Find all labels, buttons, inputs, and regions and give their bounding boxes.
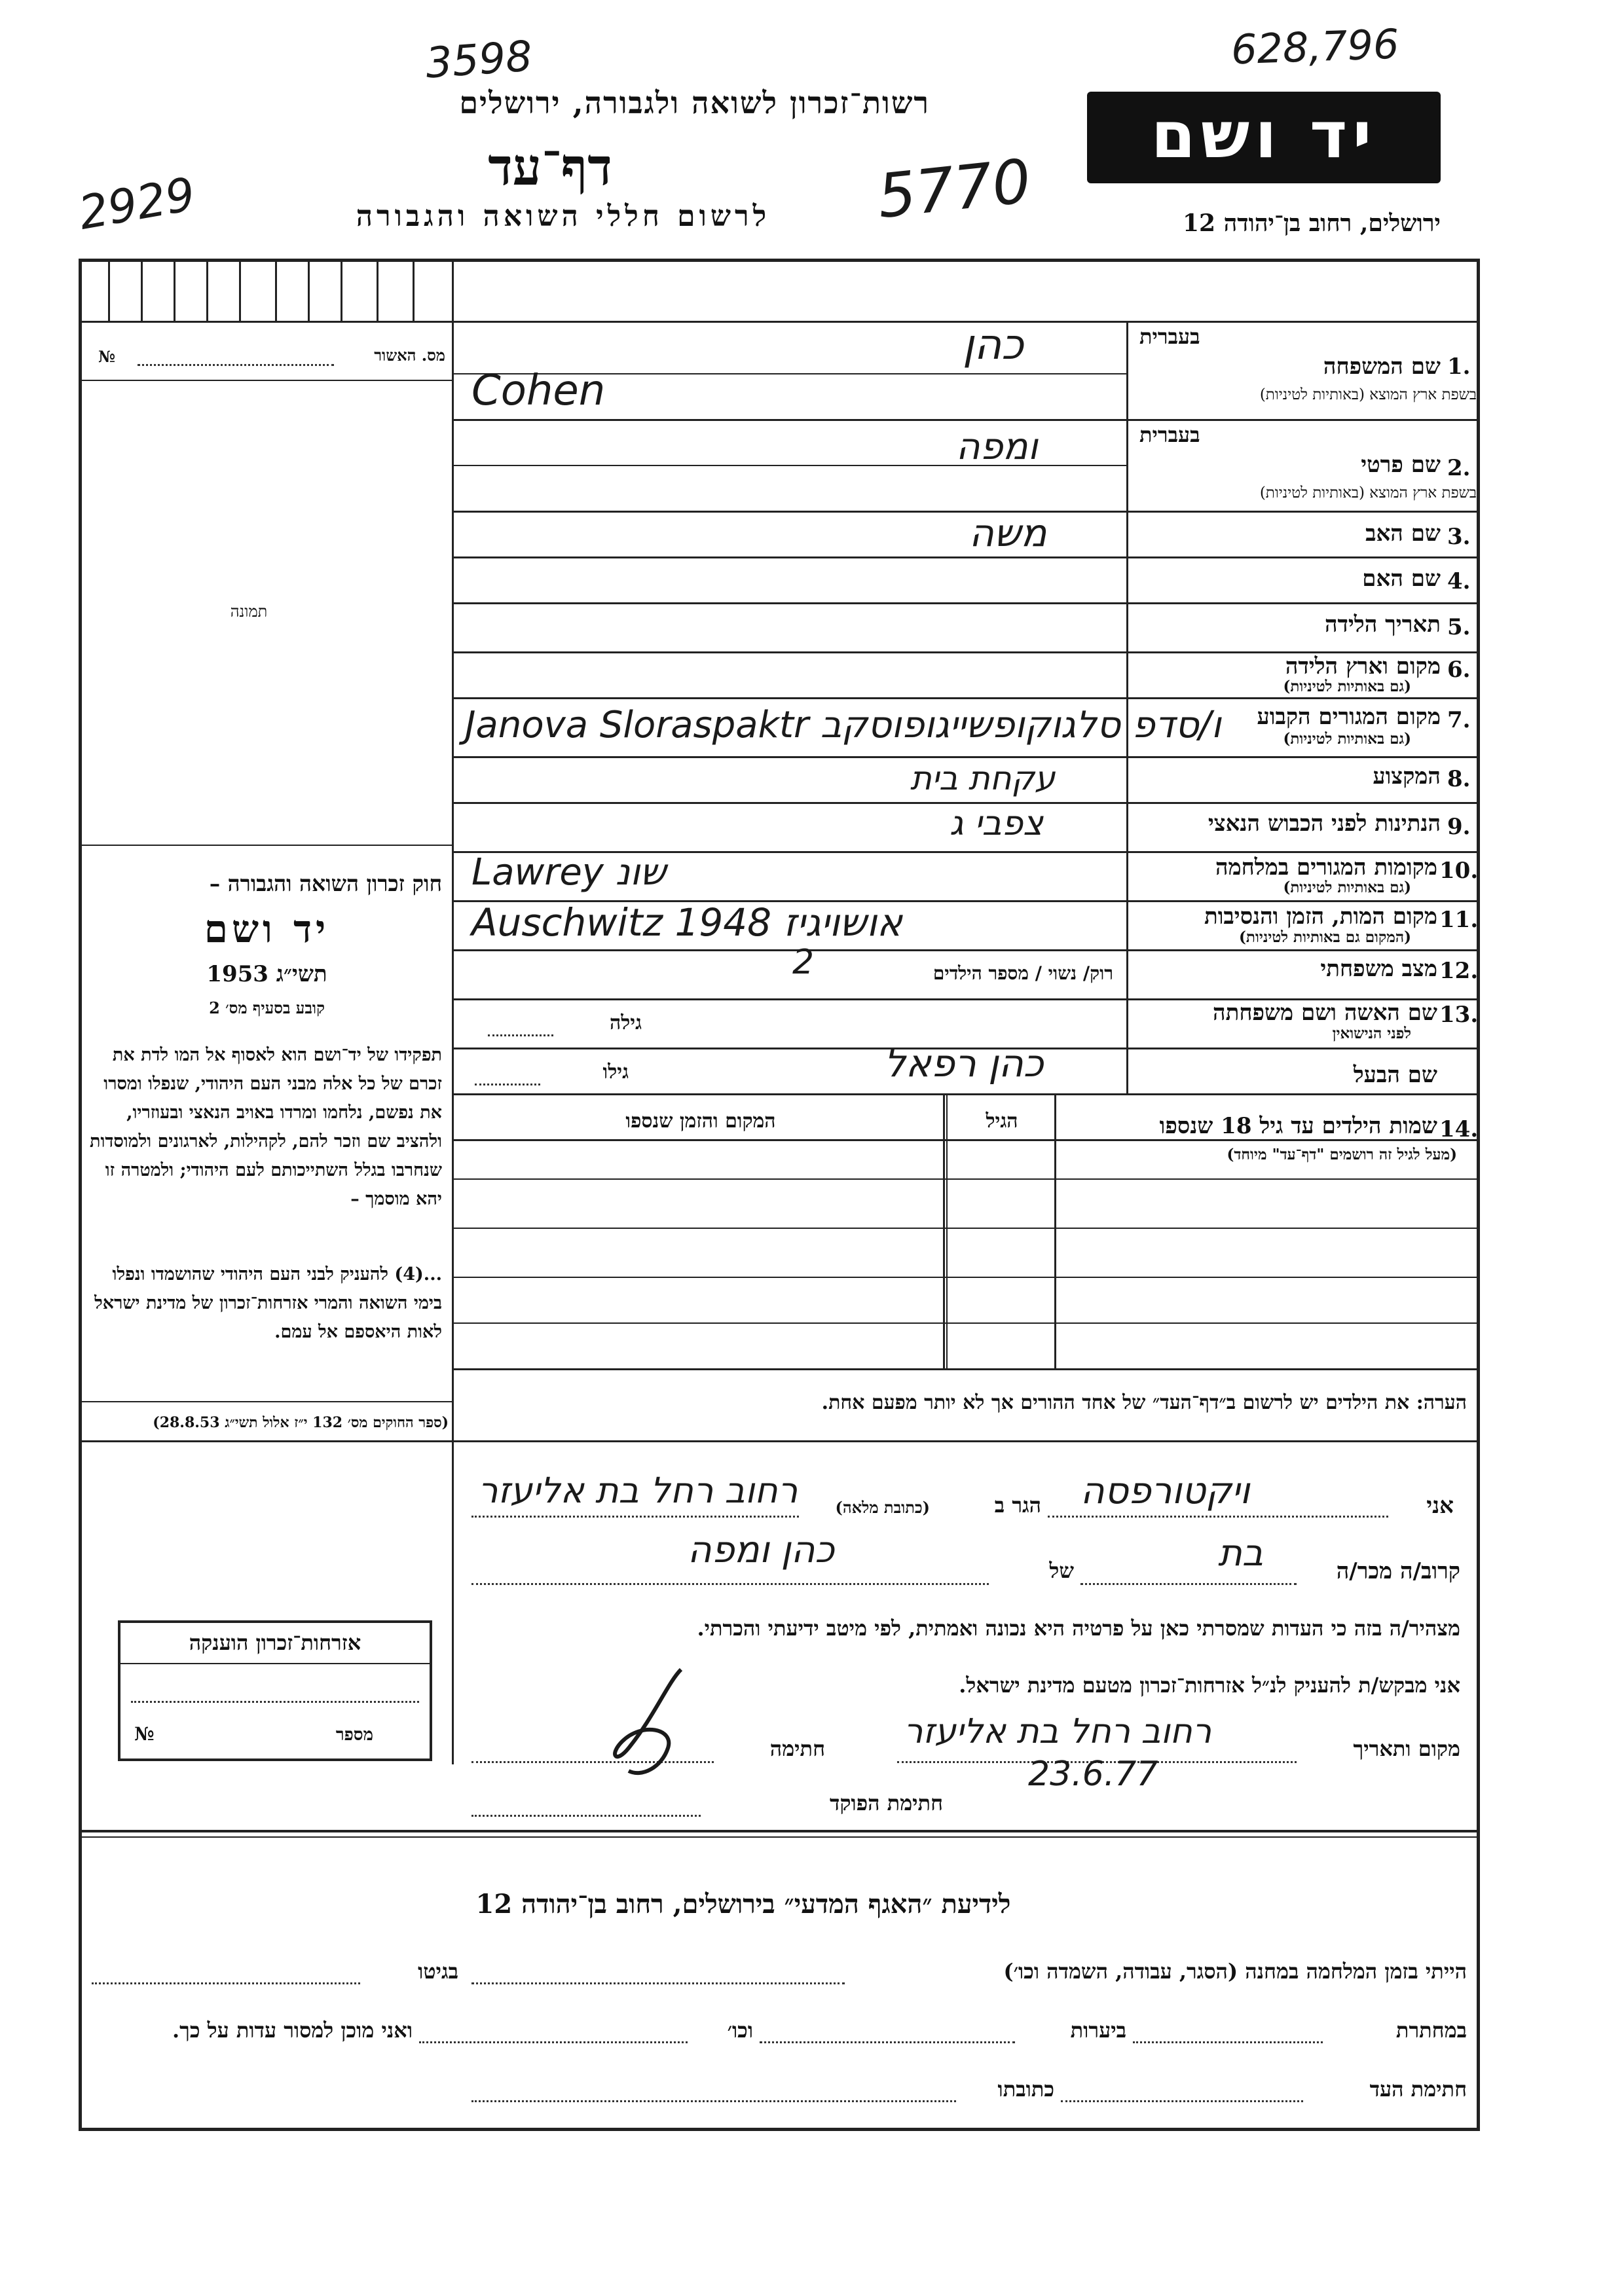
box-divider [174,259,175,321]
law-reference: (ספר החוקים מס׳ 132 י״ז אלול תשי״ג 28.8.53) [153,1414,449,1431]
info-line3-witness-dots [1061,2100,1303,2102]
row-line [452,1139,1480,1141]
field-10-value: Lawrey שונ [471,851,667,894]
field-12-children-count: 2 [792,943,815,982]
field-2-sub: בשפת ארץ המוצא (באותיות לטיניות) [1259,484,1477,501]
field-6-sub: (גם באותיות לטיניות) [1283,678,1411,695]
field-9-value: צפבי ג [950,804,1043,843]
row-line [452,697,1480,699]
field-2-tag: בעברית [1139,422,1200,447]
field-5-label: תאריך הלידה [1324,611,1441,638]
field-13-sub: לפני הנישואין [1332,1025,1411,1042]
officer-signature-label: חתימת הפוקד [830,1791,943,1815]
approval-no: № [98,347,116,366]
citizenship-no-label: מספר [335,1725,373,1745]
logo-text: יד ושם [1151,98,1377,173]
note-text: הערה: את הילדים יש לרשום ב״דף־העד״ של אחד ההורים אך לא יותר מפעם אחת. [821,1391,1467,1414]
husband-value: כהן רפאל [884,1041,1044,1085]
top-boxes-bottom-line [79,321,1480,323]
row-line [452,602,1480,604]
field-1-sub: בשפת ארץ המוצא (באותיות לטיניות) [1259,386,1477,403]
declaration-address-line [471,1516,799,1518]
date-value: 23.6.77 [1028,1755,1158,1794]
citizenship-no: № [134,1723,155,1745]
field-7-value: Janova Sloraspaktr ו/סדפ סלגוקופשייגופוסקב [465,704,1221,746]
declaration-relative-label: קרוב/ה מכר/ה [1336,1558,1460,1584]
children-row-line [452,1228,1480,1229]
row-line [452,949,1480,951]
field-8-number: 8. [1447,766,1471,792]
authority-name: רשות־זכרון לשואה ולגבורה, ירושלים [459,85,930,120]
box-divider [308,259,310,321]
field-3-number: 3. [1447,524,1471,550]
law-text-2: ...(4) להעניק לבני העם היהודי שהושמדו ונפלו בימי השואה והמרי אזרחות־זכרון של מדינת ישראל לאות היאספם אל עמם. [94,1264,442,1342]
info-line2-underground-dots [1133,2041,1323,2043]
field-1-value-hebrew: כהן [963,321,1024,369]
declaration-name-value: ויקטורפסה [1080,1470,1250,1512]
field-11-sub: (המקום גם באותיות לטיניות) [1239,928,1411,946]
declaration-address-label: הגר ב [994,1493,1041,1518]
handwritten-top-right-number: 628,796 [1230,20,1400,74]
declaration-relative-line [1080,1583,1297,1585]
children-col-place: המקום והזמן שנספו [625,1110,776,1133]
row-line [452,419,1480,421]
approval-line [138,364,334,366]
law-title: חוק זכרון השואה והגבורה – [209,871,442,896]
children-table-bottom [452,1368,1480,1370]
field-11-number: 11. [1439,907,1479,933]
field-5-number: 5. [1447,614,1471,640]
wife-age-line [488,1034,553,1036]
declaration-statement: מצהיר/ה בזה כי העדות שמסרתי כאן על פרטיה היא נכונה ואמתית, לפי מיטב ידיעתי והכרתי. [697,1616,1460,1641]
wife-age-label: גילה [609,1011,642,1034]
children-col-age: הגיל [986,1110,1018,1133]
photo-box-top [79,380,452,381]
side-panel-divider [452,259,454,1764]
field-11-label: מקום המות, הזמן והנסיבות [1204,903,1437,930]
declaration-request: אני מבקש/ת להעניק לנ״ל אזרחות־זכרון מטעם מדינת ישראל. [959,1673,1460,1698]
field-4-label: שם האם [1362,566,1441,592]
handwritten-center-mark: 5770 [874,146,1035,232]
info-line2-forests: ביערות [1070,2018,1126,2043]
husband-age-line [475,1084,540,1085]
law-year: תשי״ג 1953 [206,961,327,987]
officer-signature-line [471,1815,701,1817]
law-text-1: תפקידו של יד־ושם הוא לאסוף אל המו לדת את זכרם של כל אלה מבני העם היהודי, שנפלו ומסרו את נפשם, נלחמו ומרדו באויב הנאצי ובעוזריו, ולהציב שם וזכר להם, לקהילות, לארגונים ולמוסדות שנחרבו בגלל השתייכותם לעם היהודי; ולמטרה זו יהא מוסמך – [90,1045,442,1209]
field-1-value-latin: Cohen [471,367,606,415]
place-date-value: רחוב רחל בת אליעזר [904,1712,1212,1751]
info-line2-forests-dots [760,2041,1015,2043]
field-6-label: מקום וארץ הלידה [1285,653,1441,680]
photo-box-bottom [79,845,452,846]
form-title: דף־עד [488,137,612,197]
field-7-number: 7. [1447,707,1471,733]
header-address: ירושלים, רחוב בן־יהודה 12 [1182,210,1441,237]
declaration-name-line [1048,1516,1388,1518]
form-subtitle: לרשום חללי השואה והגבורה [356,200,771,233]
children-col-divider [1054,1093,1056,1368]
field-13-number: 13. [1439,1002,1479,1028]
declaration-of-value: כהן ומפה [688,1529,835,1571]
field-1-label: שם המשפחה [1323,354,1441,380]
children-col-divider [946,1093,948,1368]
info-line2-etc: וכו׳ [727,2018,753,2043]
field-7-sub: (גם באותיות לטיניות) [1283,730,1411,748]
husband-age-label: גילו [602,1061,629,1084]
children-sub: (מעל לגיל זה רושמים "דף־עד" מיוחד) [1227,1146,1457,1163]
field-9-number: 9. [1447,814,1471,840]
place-date-label: מקום ותאריך [1353,1736,1460,1761]
law-clause: קובע בסעיף מס׳ 2 [209,998,325,1017]
info-line1-ghetto: בגיטו [418,1959,458,1984]
field-7-label: מקום המגורים הקבוע [1257,704,1441,730]
citizenship-box-divider [118,1663,432,1664]
children-row-line [452,1277,1480,1278]
info-line3-witness: חתימת העד [1369,2077,1467,2102]
field-2-label: שם פרטי [1361,452,1441,478]
box-divider [377,259,378,321]
field-3-value: משה [969,511,1047,555]
field-10-sub: (גם באותיות לטיניות) [1283,879,1411,896]
law-ref-line [79,1401,452,1402]
row-line [452,556,1480,558]
field-1-number: 1. [1447,354,1471,380]
approval-label: מס. האשור [374,346,445,365]
photo-label: תמונה [230,602,268,621]
info-section-top-2 [79,1836,1480,1838]
row-line [452,756,1480,758]
note-row-bottom [79,1440,1480,1442]
field-8-value: עקחת בית [910,759,1056,797]
children-row-line [452,1178,1480,1180]
handwritten-left-number: 2929 [75,167,199,240]
field-8-label: המקצוע [1373,763,1441,790]
children-label: שמות הילדים עד גיל 18 שנספו [1159,1113,1437,1139]
info-line3-address: כתובתו [997,2077,1054,2102]
info-line2-ready: ואני מוכן למסור עדות על כך. [172,2018,413,2043]
citizenship-box-line [131,1701,419,1703]
field-2-number: 2. [1447,455,1471,481]
info-line2-underground: במחתרת [1395,2018,1467,2043]
declaration-of-line [471,1583,989,1585]
box-divider [413,259,415,321]
children-row-line [452,1322,1480,1324]
declaration-relative-value: בת [1218,1532,1264,1575]
info-line2-etc-dots [419,2041,688,2043]
box-divider [275,259,277,321]
field-4-number: 4. [1447,568,1471,594]
info-line1-dots [471,1982,845,1984]
field-6-number: 6. [1447,657,1471,683]
law-name: יד ושם [204,907,330,951]
info-section-top [79,1830,1480,1832]
info-line1-ghetto-dots [92,1982,360,1984]
box-divider [341,259,342,321]
box-divider [141,259,143,321]
info-title: לידיעת ״האגף המדעי״ בירושלים, רחוב בן־יהודה 12 [475,1889,1011,1920]
field-3-label: שם האב [1365,520,1441,547]
box-divider [206,259,208,321]
children-number: 14. [1439,1116,1479,1142]
declaration-i-label: אני [1426,1493,1454,1519]
field-1-tag: בעברית [1139,324,1200,349]
field-13-label: שם האשה ושם משפחתה [1213,1000,1437,1026]
field-12-number: 12. [1439,958,1479,984]
info-line1-camp: הייתי בזמן המלחמה במחנה (הסגר, עבודה, השמדה וכו׳) [1003,1959,1467,1984]
field-10-label: מקומות המגורים במלחמה [1215,854,1437,881]
handwritten-top-center-mark: 3598 [424,32,534,88]
info-line3-address-dots [471,2100,956,2102]
box-divider [108,259,110,321]
box-divider [239,259,241,321]
declaration-address-value: רחוב רחל בת אליעזר [478,1470,798,1511]
signature-label: חתימה [769,1736,825,1761]
field-2-value-hebrew: ומפה [956,426,1038,468]
field-12-label: מצב משפחתי [1320,956,1437,982]
husband-label: שם הבעל [1353,1062,1437,1088]
field-9-label: הנתינות לפני הכבוש הנאצי [1208,811,1441,837]
row-line [452,511,1480,513]
yad-vashem-logo [1087,92,1441,183]
field-12-inline: רוק/ נשוי / מספר הילדים [932,962,1113,984]
signature-mark [589,1656,733,1787]
field-10-number: 10. [1439,858,1479,884]
declaration-address-hint: (כתובת מלאה) [835,1498,930,1517]
row-line [452,1093,1480,1095]
field-11-value: Auschwitz 1948 אושויגיז [471,900,902,945]
children-col-divider [943,1093,945,1368]
declaration-of-label: של [1049,1558,1074,1583]
citizenship-box-title: אזרחות־זכרון הוענקה [189,1630,361,1655]
